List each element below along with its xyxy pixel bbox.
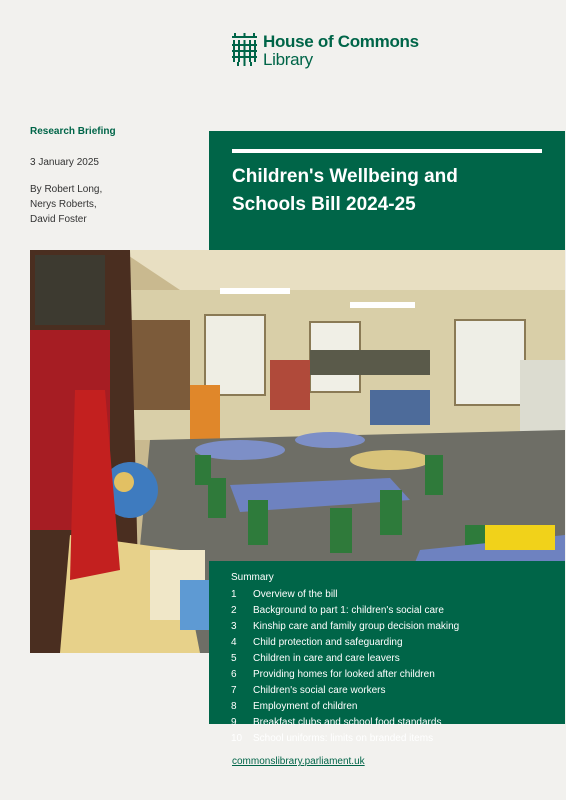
item-text: Children's social care workers (253, 685, 386, 696)
item-text: Employment of children (253, 701, 358, 712)
portcullis-icon (231, 33, 258, 66)
item-number: 4 (231, 637, 237, 648)
item-number: 6 (231, 669, 237, 680)
item-text: Child protection and safeguarding (253, 637, 403, 648)
item-text: Providing homes for looked after children (253, 669, 435, 680)
document-title: Children's Wellbeing and Schools Bill 2024-25 (232, 166, 458, 215)
item-number: 7 (231, 685, 237, 696)
list-item[interactable] (231, 588, 459, 604)
item-text: Kinship care and family group decision making (253, 621, 460, 632)
list-item[interactable] (231, 652, 459, 668)
item-number: 1 (231, 589, 237, 600)
item-text: Children in care and care leavers (253, 653, 400, 664)
item-text: Overview of the bill (253, 589, 338, 600)
title-rule (232, 149, 542, 153)
website-link[interactable]: commonslibrary.parliament.uk (232, 756, 365, 767)
list-item[interactable] (231, 700, 459, 716)
item-text: Breakfast clubs and school food standards (253, 717, 442, 728)
list-item[interactable] (231, 684, 459, 700)
list-item[interactable] (231, 716, 459, 732)
authors (30, 182, 102, 227)
item-number: 8 (231, 701, 237, 712)
item-number: 2 (231, 605, 237, 616)
house-of-commons-library-logo (231, 33, 419, 69)
list-item[interactable] (231, 636, 459, 652)
list-item[interactable] (231, 620, 459, 636)
item-number: 5 (231, 653, 237, 664)
document-type: Research Briefing (30, 126, 116, 137)
item-number: 10 (231, 733, 243, 744)
item-text: School uniforms: limits on branded items (253, 733, 434, 744)
item-number: 3 (231, 621, 237, 632)
list-item[interactable] (231, 604, 459, 620)
summary-heading: Summary (231, 572, 274, 583)
author: Nerys Roberts, (30, 199, 97, 210)
author: David Foster (30, 214, 87, 225)
list-item[interactable] (231, 668, 459, 684)
item-text: Background to part 1: children's social care (253, 605, 444, 616)
summary-list (231, 588, 459, 748)
author: By Robert Long, (30, 184, 103, 195)
list-item[interactable] (231, 732, 459, 748)
summary-panel (209, 561, 565, 744)
logo-wordmark (263, 33, 419, 69)
logo-line-1: House of Commons (263, 32, 419, 51)
logo-line-2: Library (263, 50, 313, 69)
item-number: 9 (231, 717, 237, 728)
title-panel (209, 131, 565, 256)
publication-date: 3 January 2025 (30, 157, 99, 168)
